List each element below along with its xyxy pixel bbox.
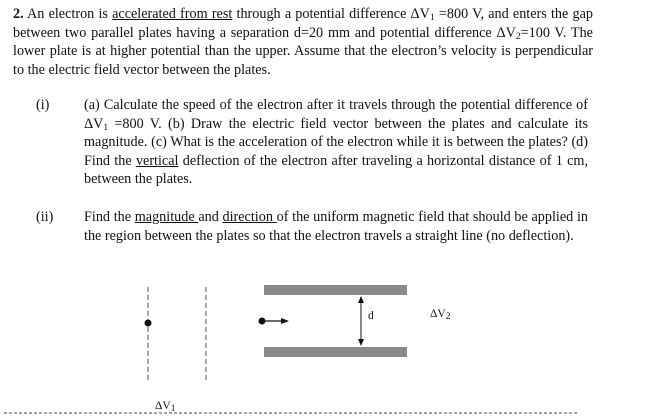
item-i-vertical-underlined: vertical: [135, 152, 179, 169]
upper-plate: [264, 285, 407, 295]
item-ii-text-3: of the uniform magnetic field that should be applied in the region between the plates so that the electron travels a straight line (no deflection).: [84, 209, 588, 244]
item-ii-text-1: Find the: [84, 209, 135, 225]
problem-number: 2.: [13, 6, 24, 22]
dv2-subscript: 2: [445, 312, 451, 322]
potential-difference-2-label: [430, 308, 450, 320]
separation-arrowhead-up: [358, 296, 364, 303]
intro-text-4: =100 V. The lower plate is at higher potential than the upper. Assume that the electron’s velocity is perpendicular to the electric field vector between the plates.: [13, 24, 593, 78]
intro-accelerated-underlined: accelerated from rest: [112, 6, 233, 22]
item-i-text-3: deflection of the electron after traveling a horizontal distance of 1 cm, between the plates.: [84, 152, 589, 188]
separation-arrowhead-down: [358, 339, 364, 346]
item-ii-direction-underlined: direction: [222, 209, 277, 225]
dv1-text: ΔV: [155, 400, 171, 412]
electron-entering: [259, 318, 266, 325]
dv2-text: ΔV: [430, 308, 446, 320]
problem-statement: [13, 5, 593, 79]
separation-label: d: [368, 310, 374, 322]
velocity-arrowhead: [281, 318, 289, 324]
item-i-subscript: 1: [103, 122, 109, 133]
item-text-ii: [84, 208, 588, 245]
intro-text-2: through a potential difference ΔV: [232, 6, 430, 22]
lower-plate: [264, 347, 407, 357]
item-ii-text-2: and: [198, 209, 223, 225]
intro-text-3: =800 V, and enters the gap between two parallel plates having a separation d=20 mm and potential difference ΔV: [13, 6, 593, 41]
electron-at-rest: [145, 320, 152, 327]
item-i-text-2: =800 V. (b) Draw the electric field vector between the plates and calculate its magnitude. (c) What is the acceleration of the electron while it is between the plates? (d) Find the: [84, 115, 588, 169]
item-ii-magnitude-underlined: magnitude: [134, 209, 199, 225]
intro-text-1: An electron is: [23, 6, 113, 22]
dv1-subscript: 1: [170, 404, 176, 414]
item-number-i: (i): [36, 97, 50, 113]
intro-subscript-2: 2: [515, 31, 521, 42]
item-i-text-1: (a) Calculate the speed of the electron after it travels through the potential difference of ΔV: [84, 97, 588, 132]
item-number-ii: (ii): [36, 209, 54, 225]
intro-subscript-1: 1: [429, 13, 435, 23]
potential-difference-1-label: [155, 400, 175, 412]
item-text-i: [84, 96, 588, 189]
